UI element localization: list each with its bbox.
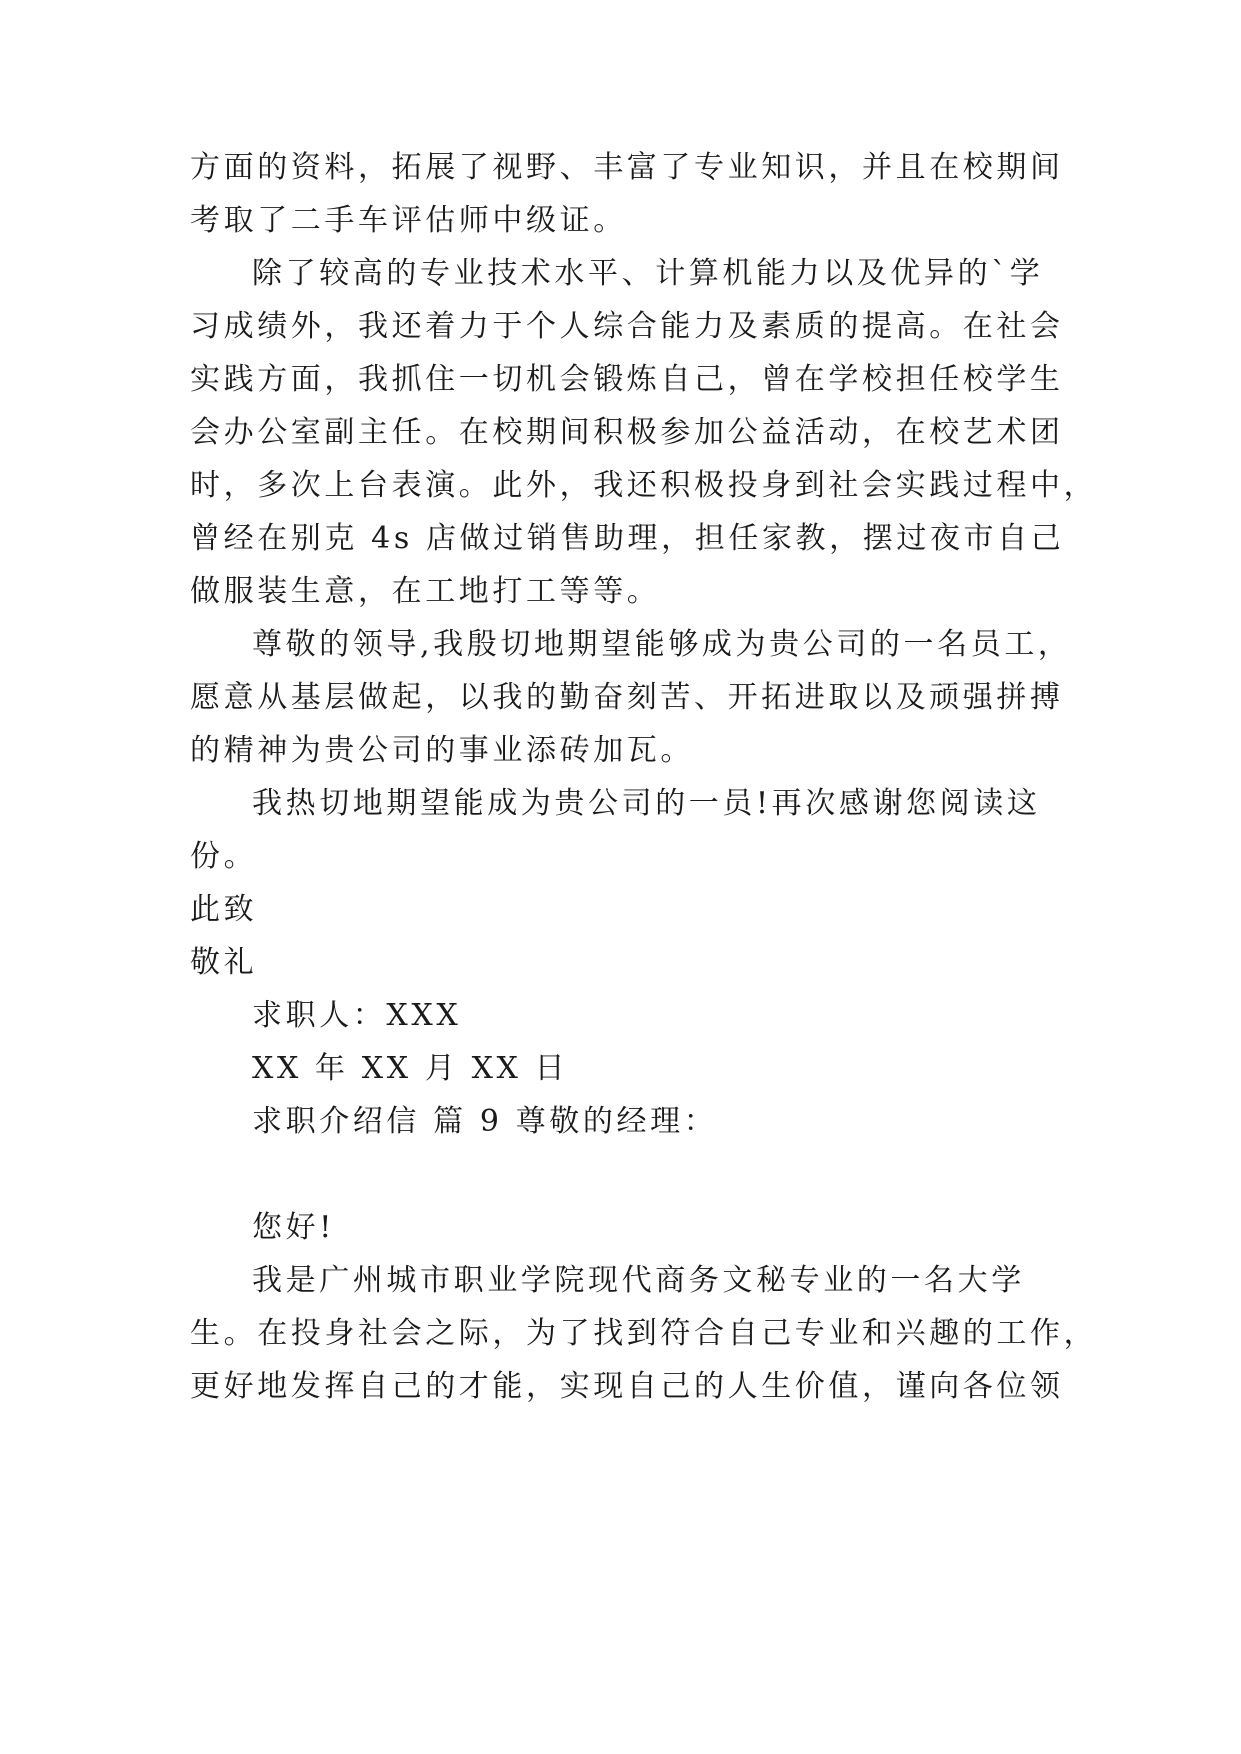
text-line: 习成绩外，我还着力于个人综合能力及素质的提高。在社会: [190, 309, 1064, 344]
text-line: 时，多次上台表演。此外，我还积极投身到社会实践过程中，: [190, 468, 1098, 503]
text-line: 实践方面，我抓住一切机会锻炼自己，曾在学校担任校学生: [190, 362, 1064, 397]
text-line: 我是广州城市职业学院现代商务文秘专业的一名大学: [252, 1263, 1025, 1298]
text-line: 尊敬的领导,我殷切地期望能够成为贵公司的一名员工，: [252, 627, 1072, 662]
text-line: 我热切地期望能成为贵公司的一员!再次感谢您阅读这: [252, 786, 1041, 821]
text-line: 份。: [190, 839, 258, 874]
text-line: 做服装生意，在工地打工等等。: [190, 574, 661, 609]
text-line: 曾经在别克 4s 店做过销售助理，担任家教，摆过夜市自己: [190, 521, 1065, 556]
date-line: XX 年 XX 月 XX 日: [252, 1051, 569, 1086]
section-heading: 求职介绍信 篇 9 尊敬的经理：: [252, 1104, 718, 1139]
text-line: 更好地发挥自己的才能，实现自己的人生价值，谨向各位领: [190, 1369, 1064, 1404]
signature-line: 求职人：XXX: [252, 998, 462, 1033]
text-line: 生。在投身社会之际，为了找到符合自己专业和兴趣的工作，: [190, 1316, 1098, 1351]
closing-line: 敬礼: [190, 945, 258, 980]
text-line: 愿意从基层做起，以我的勤奋刻苦、开拓进取以及顽强拼搏: [190, 680, 1064, 715]
text-line: 方面的资料，拓展了视野、丰富了专业知识，并且在校期间: [190, 150, 1064, 185]
text-line: 会办公室副主任。在校期间积极参加公益活动，在校艺术团: [190, 415, 1064, 450]
text-line: 考取了二手车评估师中级证。: [190, 203, 627, 238]
text-line: 的精神为贵公司的事业添砖加瓦。: [190, 733, 694, 768]
greeting-line: 您好!: [252, 1210, 335, 1245]
closing-line: 此致: [190, 892, 258, 927]
text-line: 除了较高的专业技术水平、计算机能力以及优异的`学: [252, 256, 1044, 291]
